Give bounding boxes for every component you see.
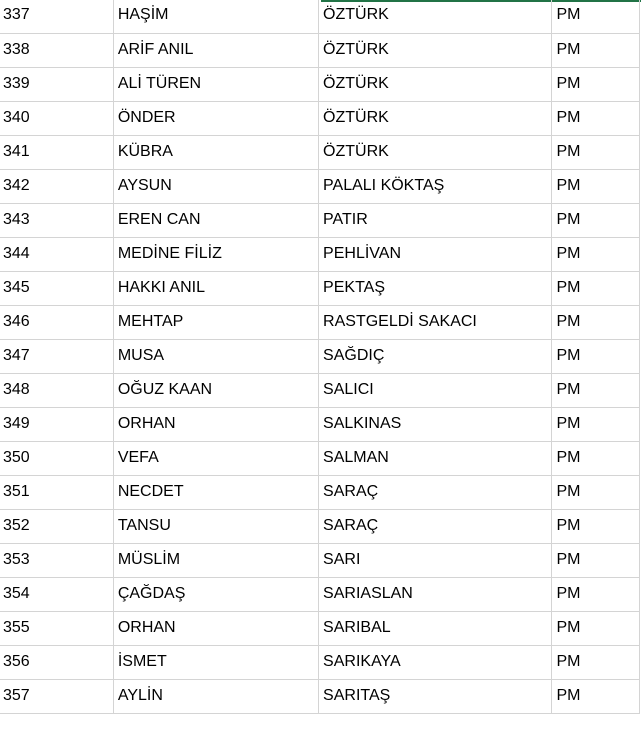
cell-row-number[interactable]: 347: [0, 339, 113, 373]
cell-type[interactable]: PM: [552, 407, 640, 441]
cell-row-number[interactable]: 350: [0, 441, 113, 475]
cell-type[interactable]: PM: [552, 271, 640, 305]
cell-first-name[interactable]: ARİF ANIL: [113, 33, 318, 67]
cell-first-name[interactable]: İSMET: [113, 645, 318, 679]
cell-row-number[interactable]: 344: [0, 237, 113, 271]
table-row: [0, 237, 640, 271]
table-row: [0, 543, 640, 577]
cell-row-number[interactable]: 351: [0, 475, 113, 509]
cell-type[interactable]: PM: [552, 0, 640, 33]
table-row: [0, 67, 640, 101]
cell-last-name[interactable]: SARIKAYA: [319, 645, 552, 679]
cell-type[interactable]: PM: [552, 305, 640, 339]
cell-last-name[interactable]: SARITAŞ: [319, 679, 552, 713]
cell-type[interactable]: PM: [552, 67, 640, 101]
cell-type[interactable]: PM: [552, 237, 640, 271]
cell-type[interactable]: PM: [552, 203, 640, 237]
cell-first-name[interactable]: NECDET: [113, 475, 318, 509]
cell-first-name[interactable]: ORHAN: [113, 407, 318, 441]
cell-type[interactable]: PM: [552, 373, 640, 407]
cell-last-name[interactable]: SALMAN: [319, 441, 552, 475]
table-row: [0, 135, 640, 169]
cell-type[interactable]: PM: [552, 509, 640, 543]
cell-row-number[interactable]: 337: [0, 0, 113, 33]
cell-last-name[interactable]: PEKTAŞ: [319, 271, 552, 305]
cell-last-name[interactable]: SARI: [319, 543, 552, 577]
cell-type[interactable]: PM: [552, 33, 640, 67]
cell-first-name[interactable]: MEDİNE FİLİZ: [113, 237, 318, 271]
cell-last-name[interactable]: ÖZTÜRK: [319, 101, 552, 135]
cell-last-name[interactable]: SARAÇ: [319, 475, 552, 509]
cell-last-name[interactable]: SARAÇ: [319, 509, 552, 543]
table-row: [0, 577, 640, 611]
cell-row-number[interactable]: 338: [0, 33, 113, 67]
cell-row-number[interactable]: 341: [0, 135, 113, 169]
cell-row-number[interactable]: 343: [0, 203, 113, 237]
cell-first-name[interactable]: MEHTAP: [113, 305, 318, 339]
cell-row-number[interactable]: 342: [0, 169, 113, 203]
cell-first-name[interactable]: ÖNDER: [113, 101, 318, 135]
table-row: [0, 611, 640, 645]
cell-type[interactable]: PM: [552, 339, 640, 373]
cell-first-name[interactable]: MUSA: [113, 339, 318, 373]
table-row: [0, 33, 640, 67]
cell-type[interactable]: PM: [552, 441, 640, 475]
cell-last-name[interactable]: SALKINAS: [319, 407, 552, 441]
cell-last-name[interactable]: PEHLİVAN: [319, 237, 552, 271]
cell-row-number[interactable]: 355: [0, 611, 113, 645]
cell-first-name[interactable]: ÇAĞDAŞ: [113, 577, 318, 611]
cell-last-name[interactable]: SALICI: [319, 373, 552, 407]
cell-last-name[interactable]: ÖZTÜRK: [319, 67, 552, 101]
cell-first-name[interactable]: KÜBRA: [113, 135, 318, 169]
cell-row-number[interactable]: 340: [0, 101, 113, 135]
table-row: [0, 645, 640, 679]
cell-type[interactable]: PM: [552, 135, 640, 169]
cell-type[interactable]: PM: [552, 679, 640, 713]
cell-type[interactable]: PM: [552, 577, 640, 611]
cell-last-name[interactable]: PALALI KÖKTAŞ: [319, 169, 552, 203]
cell-first-name[interactable]: ORHAN: [113, 611, 318, 645]
cell-row-number[interactable]: 353: [0, 543, 113, 577]
cell-row-number[interactable]: 352: [0, 509, 113, 543]
cell-first-name[interactable]: TANSU: [113, 509, 318, 543]
cell-row-number[interactable]: 356: [0, 645, 113, 679]
cell-last-name[interactable]: SARIBAL: [319, 611, 552, 645]
cell-first-name[interactable]: EREN CAN: [113, 203, 318, 237]
cell-row-number[interactable]: 345: [0, 271, 113, 305]
cell-type[interactable]: PM: [552, 645, 640, 679]
cell-type[interactable]: PM: [552, 543, 640, 577]
cell-type[interactable]: PM: [552, 169, 640, 203]
table-row: [0, 339, 640, 373]
table-row: [0, 373, 640, 407]
table-row: [0, 679, 640, 713]
cell-first-name[interactable]: HAKKI ANIL: [113, 271, 318, 305]
table-row: [0, 305, 640, 339]
cell-first-name[interactable]: MÜSLİM: [113, 543, 318, 577]
cell-last-name[interactable]: ÖZTÜRK: [319, 135, 552, 169]
table-row: [0, 203, 640, 237]
cell-last-name[interactable]: SARIASLAN: [319, 577, 552, 611]
table-row: [0, 509, 640, 543]
table-row: [0, 441, 640, 475]
cell-type[interactable]: PM: [552, 475, 640, 509]
cell-first-name[interactable]: VEFA: [113, 441, 318, 475]
table-row: [0, 169, 640, 203]
cell-row-number[interactable]: 339: [0, 67, 113, 101]
table-row: [0, 101, 640, 135]
cell-last-name[interactable]: SAĞDIÇ: [319, 339, 552, 373]
cell-row-number[interactable]: 346: [0, 305, 113, 339]
table-row: [0, 407, 640, 441]
table-row: [0, 475, 640, 509]
cell-row-number[interactable]: 354: [0, 577, 113, 611]
cell-last-name[interactable]: ÖZTÜRK: [319, 0, 552, 33]
cell-last-name[interactable]: PATIR: [319, 203, 552, 237]
cell-first-name[interactable]: OĞUZ KAAN: [113, 373, 318, 407]
table-row: [0, 0, 640, 33]
cell-last-name[interactable]: ÖZTÜRK: [319, 33, 552, 67]
cell-row-number[interactable]: 348: [0, 373, 113, 407]
table-row: [0, 271, 640, 305]
cell-row-number[interactable]: 357: [0, 679, 113, 713]
cell-first-name[interactable]: HAŞİM: [113, 0, 318, 33]
cell-type[interactable]: PM: [552, 101, 640, 135]
cell-first-name[interactable]: ALİ TÜREN: [113, 67, 318, 101]
cell-type[interactable]: PM: [552, 611, 640, 645]
cell-first-name[interactable]: AYLİN: [113, 679, 318, 713]
cell-last-name[interactable]: RASTGELDİ SAKACI: [319, 305, 552, 339]
cell-first-name[interactable]: AYSUN: [113, 169, 318, 203]
cell-row-number[interactable]: 349: [0, 407, 113, 441]
